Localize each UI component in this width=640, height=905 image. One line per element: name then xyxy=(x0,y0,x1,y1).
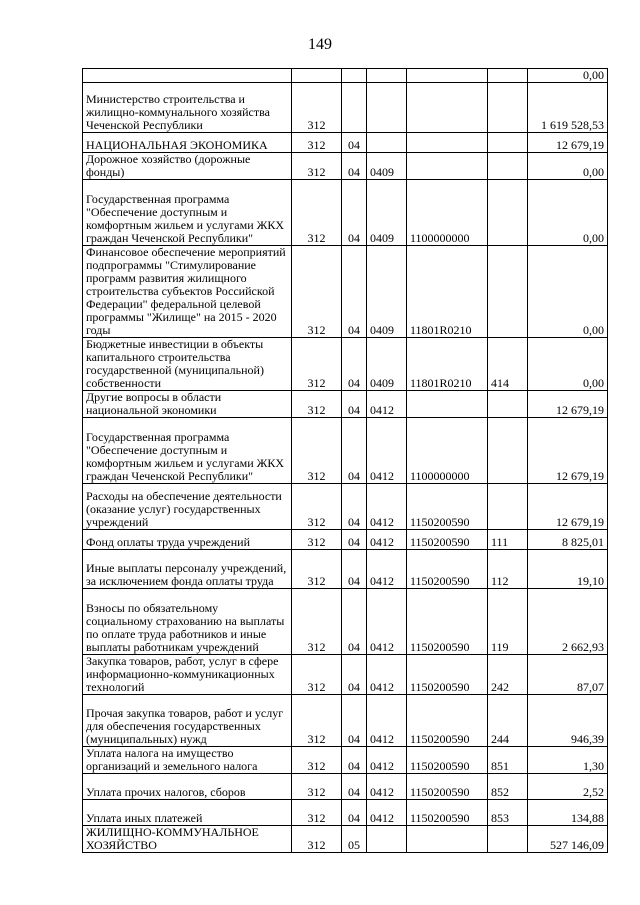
row-amount: 0,00 xyxy=(528,153,608,180)
row-name: Уплата налога на имущество организаций и земельного налога xyxy=(83,747,292,774)
row-amount: 134,88 xyxy=(528,800,608,826)
row-name: Государственная программа "Обеспечение доступным и комфортным жильем и услугами ЖКХ граждан Чеченской Республики" xyxy=(83,180,292,246)
table-row xyxy=(83,180,608,246)
row-name: Уплата иных платежей xyxy=(83,800,292,826)
row-ved-code: 312 xyxy=(292,246,342,338)
row-section-code: 04 xyxy=(342,655,367,695)
row-subsection-code: 0412 xyxy=(367,418,407,484)
row-subsection-code: 0409 xyxy=(367,153,407,180)
row-ved-code: 312 xyxy=(292,83,342,133)
row-ved-code: 312 xyxy=(292,774,342,800)
row-expense-type: 119 xyxy=(488,589,528,655)
row-section-code: 04 xyxy=(342,180,367,246)
row-amount: 946,39 xyxy=(528,695,608,747)
row-amount: 12 679,19 xyxy=(528,391,608,418)
row-name: Государственная программа "Обеспечение доступным и комфортным жильем и услугами ЖКХ граждан Чеченской Республики" xyxy=(83,418,292,484)
row-amount: 0,00 xyxy=(528,338,608,391)
table-row xyxy=(83,530,608,550)
row-section-code: 04 xyxy=(342,550,367,589)
row-expense-type: 851 xyxy=(488,747,528,774)
row-subsection-code: 0409 xyxy=(367,246,407,338)
row-expense-type: 242 xyxy=(488,655,528,695)
row-subsection-code: 0412 xyxy=(367,589,407,655)
row-target-article: 1150200590 xyxy=(407,589,488,655)
row-target-article: 1150200590 xyxy=(407,655,488,695)
row-subsection-code: 0412 xyxy=(367,530,407,550)
row-amount: 0,00 xyxy=(528,180,608,246)
row-section-code: 04 xyxy=(342,153,367,180)
row-subsection-code: 0412 xyxy=(367,484,407,530)
table-row xyxy=(83,800,608,826)
row-ved-code: 312 xyxy=(292,153,342,180)
row-section-code: 04 xyxy=(342,747,367,774)
row-target-article: 1100000000 xyxy=(407,418,488,484)
row-target-article: 1150200590 xyxy=(407,774,488,800)
row-ved-code xyxy=(292,69,342,83)
row-subsection-code: 0412 xyxy=(367,747,407,774)
table-row xyxy=(83,133,608,153)
row-name: Дорожное хозяйство (дорожные фонды) xyxy=(83,153,292,180)
row-target-article: 1150200590 xyxy=(407,530,488,550)
row-subsection-code: 0412 xyxy=(367,391,407,418)
row-amount: 2,52 xyxy=(528,774,608,800)
row-ved-code: 312 xyxy=(292,655,342,695)
row-subsection-code xyxy=(367,83,407,133)
table-row xyxy=(83,774,608,800)
row-target-article: 1150200590 xyxy=(407,695,488,747)
row-name: ЖИЛИЩНО-КОММУНАЛЬНОЕ ХОЗЯЙСТВО xyxy=(83,826,292,853)
row-name: НАЦИОНАЛЬНАЯ ЭКОНОМИКА xyxy=(83,133,292,153)
row-target-article: 1150200590 xyxy=(407,484,488,530)
row-name: Министерство строительства и жилищно-коммунального хозяйства Чеченской Республики xyxy=(83,83,292,133)
row-amount: 12 679,19 xyxy=(528,484,608,530)
row-name xyxy=(83,69,292,83)
row-section-code xyxy=(342,83,367,133)
row-section-code: 04 xyxy=(342,391,367,418)
row-name: Уплата прочих налогов, сборов xyxy=(83,774,292,800)
row-amount: 0,00 xyxy=(528,69,608,83)
row-name: Финансовое обеспечение мероприятий подпрограммы "Стимулирование программ развития жилищного строительства субъектов Российской Федерации" федеральной целевой программы "Жилище" на 2015 - 2020 годы xyxy=(83,246,292,338)
row-expense-type xyxy=(488,133,528,153)
row-ved-code: 312 xyxy=(292,391,342,418)
row-name: Расходы на обеспечение деятельности (оказание услуг) государственных учреждений xyxy=(83,484,292,530)
page-number: 149 xyxy=(308,36,332,53)
row-target-article: 1150200590 xyxy=(407,550,488,589)
row-target-article: 1100000000 xyxy=(407,180,488,246)
row-section-code: 04 xyxy=(342,800,367,826)
row-section-code: 04 xyxy=(342,589,367,655)
row-target-article: 1150200590 xyxy=(407,800,488,826)
table-row xyxy=(83,153,608,180)
row-name: Фонд оплаты труда учреждений xyxy=(83,530,292,550)
row-expense-type: 853 xyxy=(488,800,528,826)
row-name: Закупка товаров, работ, услуг в сфере информационно-коммуникационных технологий xyxy=(83,655,292,695)
table-row xyxy=(83,246,608,338)
table-row xyxy=(83,391,608,418)
row-expense-type xyxy=(488,826,528,853)
row-amount: 12 679,19 xyxy=(528,133,608,153)
row-subsection-code xyxy=(367,133,407,153)
row-amount: 527 146,09 xyxy=(528,826,608,853)
table-row xyxy=(83,418,608,484)
table-row xyxy=(83,338,608,391)
row-ved-code: 312 xyxy=(292,695,342,747)
table-row xyxy=(83,826,608,853)
row-section-code xyxy=(342,69,367,83)
table-row xyxy=(83,589,608,655)
row-amount: 87,07 xyxy=(528,655,608,695)
row-ved-code: 312 xyxy=(292,133,342,153)
row-name: Взносы по обязательному социальному страхованию на выплаты по оплате труда работников и иные выплаты работникам учреждений xyxy=(83,589,292,655)
row-section-code: 04 xyxy=(342,418,367,484)
row-expense-type: 414 xyxy=(488,338,528,391)
table-row xyxy=(83,747,608,774)
row-target-article xyxy=(407,153,488,180)
table-row xyxy=(83,69,608,83)
row-expense-type xyxy=(488,180,528,246)
row-expense-type xyxy=(488,418,528,484)
row-section-code: 04 xyxy=(342,246,367,338)
row-subsection-code: 0412 xyxy=(367,800,407,826)
row-subsection-code: 0412 xyxy=(367,550,407,589)
row-ved-code: 312 xyxy=(292,180,342,246)
row-expense-type: 112 xyxy=(488,550,528,589)
row-expense-type xyxy=(488,391,528,418)
row-target-article xyxy=(407,391,488,418)
row-ved-code: 312 xyxy=(292,418,342,484)
row-ved-code: 312 xyxy=(292,530,342,550)
row-amount: 8 825,01 xyxy=(528,530,608,550)
row-expense-type xyxy=(488,484,528,530)
row-amount: 2 662,93 xyxy=(528,589,608,655)
row-expense-type xyxy=(488,83,528,133)
row-ved-code: 312 xyxy=(292,484,342,530)
row-section-code: 04 xyxy=(342,338,367,391)
row-subsection-code xyxy=(367,826,407,853)
row-target-article: 11801R0210 xyxy=(407,338,488,391)
row-name: Иные выплаты персоналу учреждений, за исключением фонда оплаты труда xyxy=(83,550,292,589)
row-name: Бюджетные инвестиции в объекты капитального строительства государственной (муниципальной) собственности xyxy=(83,338,292,391)
row-ved-code: 312 xyxy=(292,338,342,391)
row-name: Другие вопросы в области национальной экономики xyxy=(83,391,292,418)
row-name: Прочая закупка товаров, работ и услуг для обеспечения государственных (муниципальных) нужд xyxy=(83,695,292,747)
row-expense-type: 852 xyxy=(488,774,528,800)
row-section-code: 04 xyxy=(342,695,367,747)
row-amount: 1,30 xyxy=(528,747,608,774)
row-ved-code: 312 xyxy=(292,800,342,826)
row-section-code: 05 xyxy=(342,826,367,853)
row-target-article: 11801R0210 xyxy=(407,246,488,338)
row-amount: 1 619 528,53 xyxy=(528,83,608,133)
row-target-article xyxy=(407,83,488,133)
row-expense-type xyxy=(488,153,528,180)
table-row xyxy=(83,655,608,695)
row-ved-code: 312 xyxy=(292,589,342,655)
row-expense-type: 111 xyxy=(488,530,528,550)
row-expense-type: 244 xyxy=(488,695,528,747)
row-subsection-code xyxy=(367,69,407,83)
row-target-article xyxy=(407,69,488,83)
row-expense-type xyxy=(488,69,528,83)
row-subsection-code: 0409 xyxy=(367,180,407,246)
row-section-code: 04 xyxy=(342,530,367,550)
row-section-code: 04 xyxy=(342,774,367,800)
table-row xyxy=(83,695,608,747)
row-ved-code: 312 xyxy=(292,550,342,589)
row-target-article xyxy=(407,133,488,153)
row-subsection-code: 0412 xyxy=(367,695,407,747)
row-ved-code: 312 xyxy=(292,826,342,853)
row-ved-code: 312 xyxy=(292,747,342,774)
budget-table xyxy=(82,68,608,853)
table-row xyxy=(83,484,608,530)
row-section-code: 04 xyxy=(342,133,367,153)
row-amount: 0,00 xyxy=(528,246,608,338)
row-expense-type xyxy=(488,246,528,338)
row-subsection-code: 0409 xyxy=(367,338,407,391)
row-target-article: 1150200590 xyxy=(407,747,488,774)
row-subsection-code: 0412 xyxy=(367,774,407,800)
table-row xyxy=(83,550,608,589)
row-target-article xyxy=(407,826,488,853)
row-subsection-code: 0412 xyxy=(367,655,407,695)
table-row xyxy=(83,83,608,133)
row-section-code: 04 xyxy=(342,484,367,530)
row-amount: 12 679,19 xyxy=(528,418,608,484)
row-amount: 19,10 xyxy=(528,550,608,589)
